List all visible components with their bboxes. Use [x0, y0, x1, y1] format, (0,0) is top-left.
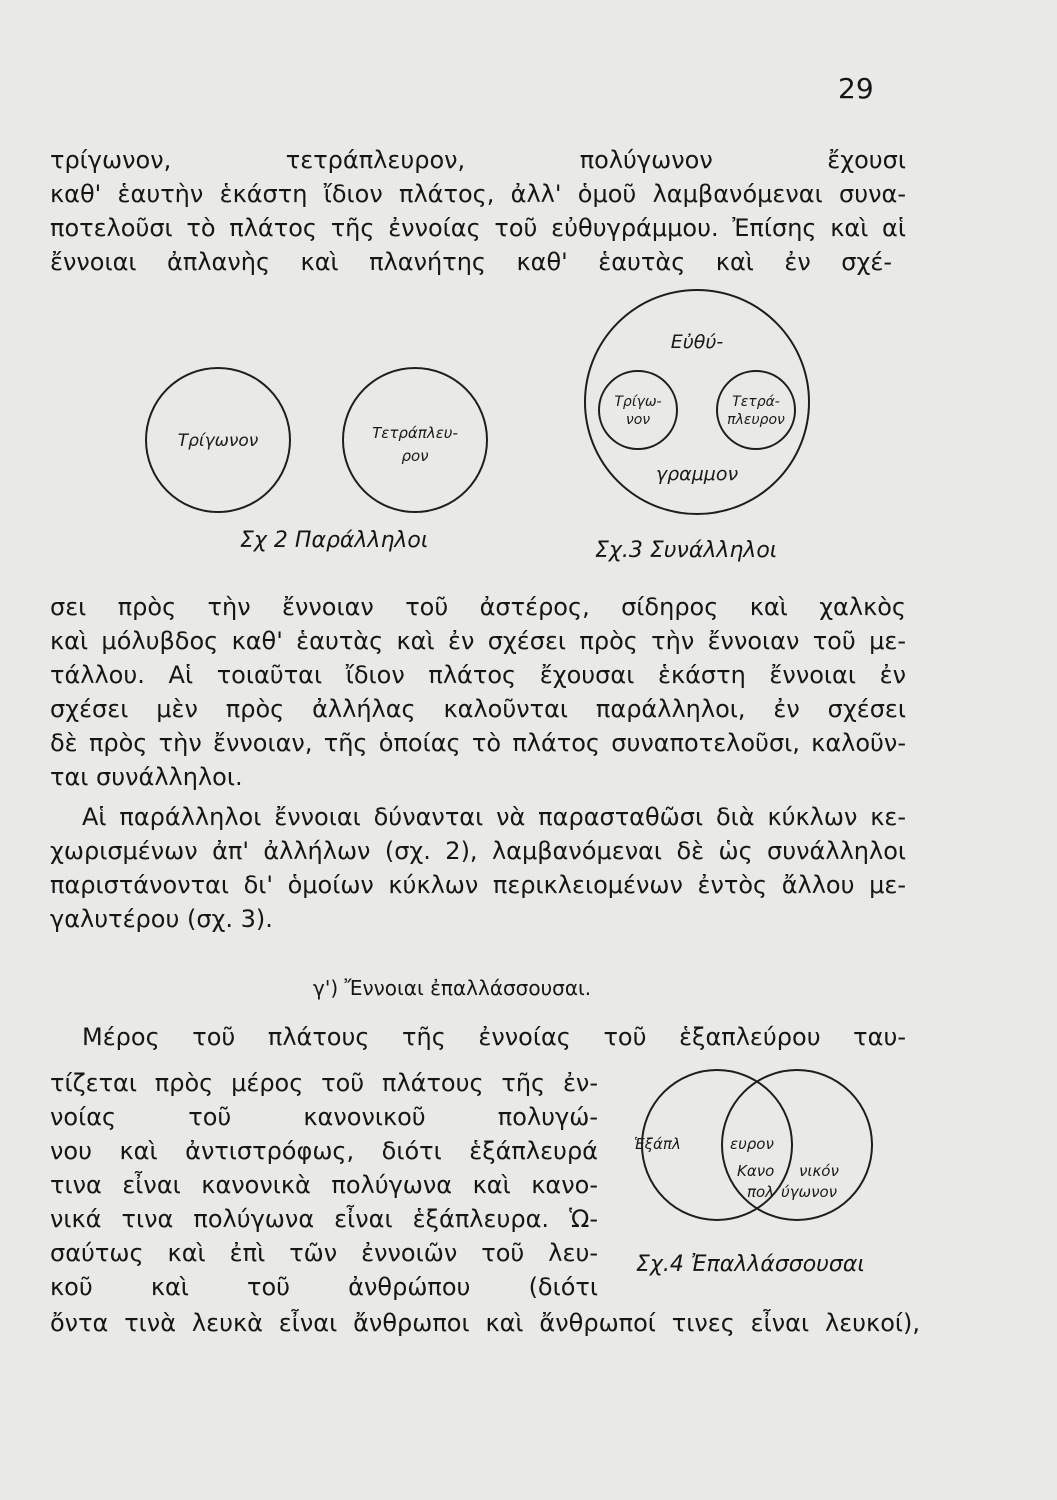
text-line: σει πρὸς τὴν ἔννοιαν τοῦ ἀστέρος, σίδηρος καὶ χαλκὸς — [50, 593, 906, 621]
figures-2-3 — [0, 0, 1057, 600]
text-line: νου καὶ ἀντιστρόφως, διότι ἑξάπλευρά — [50, 1137, 598, 1165]
text-line: ἔννοιαι ἀπλανὴς καὶ πλανήτης καθ' ἑαυτὰς καὶ ἐν σχέ- — [50, 248, 892, 276]
text-line: τίζεται πρὸς μέρος τοῦ πλάτους τῆς ἐν- — [50, 1069, 598, 1097]
text-line: νοίας τοῦ κανονικοῦ πολυγώ- — [50, 1103, 598, 1131]
figure-2-diagram — [146, 368, 487, 512]
label-inner1-2: νον — [625, 412, 651, 428]
text-line: παριστάνονται δι' ὁμοίων κύκλων περικλειομένων ἐντὸς ἄλλου με- — [50, 871, 906, 899]
text-line: νικά τινα πολύγωνα εἶναι ἑξάπλευρα. Ὡ- — [50, 1205, 598, 1233]
section-heading: γ') Ἔννοιαι ἐπαλλάσσουσαι. — [313, 976, 592, 1000]
label-trigonon: Τρίγωνον — [177, 431, 259, 451]
figure-2-caption: Σχ 2 Παράλληλοι — [240, 528, 429, 553]
label-euthy: Εὐθύ- — [670, 331, 724, 353]
text-line: καὶ μόλυβδος καθ' ἑαυτὰς καὶ ἐν σχέσει πρὸς τὴν ἔννοιαν τοῦ με- — [50, 627, 906, 655]
figure-4-diagram — [620, 1055, 920, 1235]
label-hexapl: Ἑξάπλ — [634, 1135, 681, 1153]
text-line: Αἱ παράλληλοι ἔννοιαι δύνανται νὰ παρασταθῶσι διὰ κύκλων κε- — [82, 803, 906, 831]
text-line: ται συνάλληλοι. — [50, 763, 243, 791]
text-line: σχέσει μὲν πρὸς ἀλλήλας καλοῦνται παράλληλοι, ἐν σχέσει — [50, 695, 906, 723]
text-line: ποτελοῦσι τὸ πλάτος τῆς ἐννοίας τοῦ εὐθυγράμμου. Ἐπίσης καὶ αἱ — [50, 214, 906, 242]
label-tetrapleuron-1: Τετράπλευ- — [372, 424, 458, 442]
label-inner2-1: Τετρά- — [732, 394, 780, 410]
text-line: χωρισμένων ἀπ' ἀλλήλων (σχ. 2), λαμβανόμεναι δὲ ὡς συνάλληλοι — [50, 837, 906, 865]
label-kano: Κανο — [737, 1162, 775, 1180]
circle-inner-trigonon — [599, 371, 677, 449]
page-number: 29 — [838, 72, 874, 105]
text-line: τινα εἶναι κανονικὰ πολύγωνα καὶ κανο- — [50, 1171, 598, 1199]
text-line: Μέρος τοῦ πλάτους τῆς ἐννοίας τοῦ ἑξαπλεύρου ταυ- — [82, 1023, 906, 1051]
text-line: τάλλου. Αἱ τοιαῦται ἴδιον πλάτος ἔχουσαι ἑκάστη ἔννοιαι ἐν — [50, 661, 906, 689]
text-line: τρίγωνον, τετράπλευρον, πολύγωνον ἔχουσι — [50, 146, 906, 174]
figure-3-caption: Σχ.3 Συνάλληλοι — [595, 538, 778, 563]
figure-4-caption: Σχ.4 Ἐπαλλάσσουσαι — [636, 1252, 865, 1277]
figure-3-diagram — [585, 290, 809, 514]
label-euron: ευρον — [730, 1135, 774, 1153]
label-inner1-1: Τρίγω- — [614, 394, 662, 410]
text-line: γαλυτέρου (σχ. 3). — [50, 905, 273, 933]
circle-inner-tetrapleuron — [717, 371, 795, 449]
text-line: κοῦ καὶ τοῦ ἀνθρώπου (διότι — [50, 1273, 598, 1301]
text-line: σαύτως καὶ ἐπὶ τῶν ἐννοιῶν τοῦ λευ- — [50, 1239, 598, 1267]
text-line: δὲ πρὸς τὴν ἔννοιαν, τῆς ὁποίας τὸ πλάτος συναποτελοῦσι, καλοῦν- — [50, 729, 906, 757]
label-ygonon: ύγωνον — [781, 1183, 838, 1201]
label-tetrapleuron-2: ρον — [401, 447, 429, 465]
label-grammon: γραμμον — [655, 463, 739, 485]
label-inner2-2: πλευρον — [727, 412, 785, 428]
label-nikon: νικόν — [799, 1162, 839, 1180]
text-line: καθ' ἑαυτὴν ἑκάστη ἴδιον πλάτος, ἀλλ' ὁμοῦ λαμβανόμεναι συνα- — [50, 180, 906, 208]
label-pol: πολ — [747, 1183, 775, 1201]
text-line: ὄντα τινὰ λευκὰ εἶναι ἄνθρωποι καὶ ἄνθρωποί τινες εἶναι λευκοί), — [50, 1309, 920, 1337]
